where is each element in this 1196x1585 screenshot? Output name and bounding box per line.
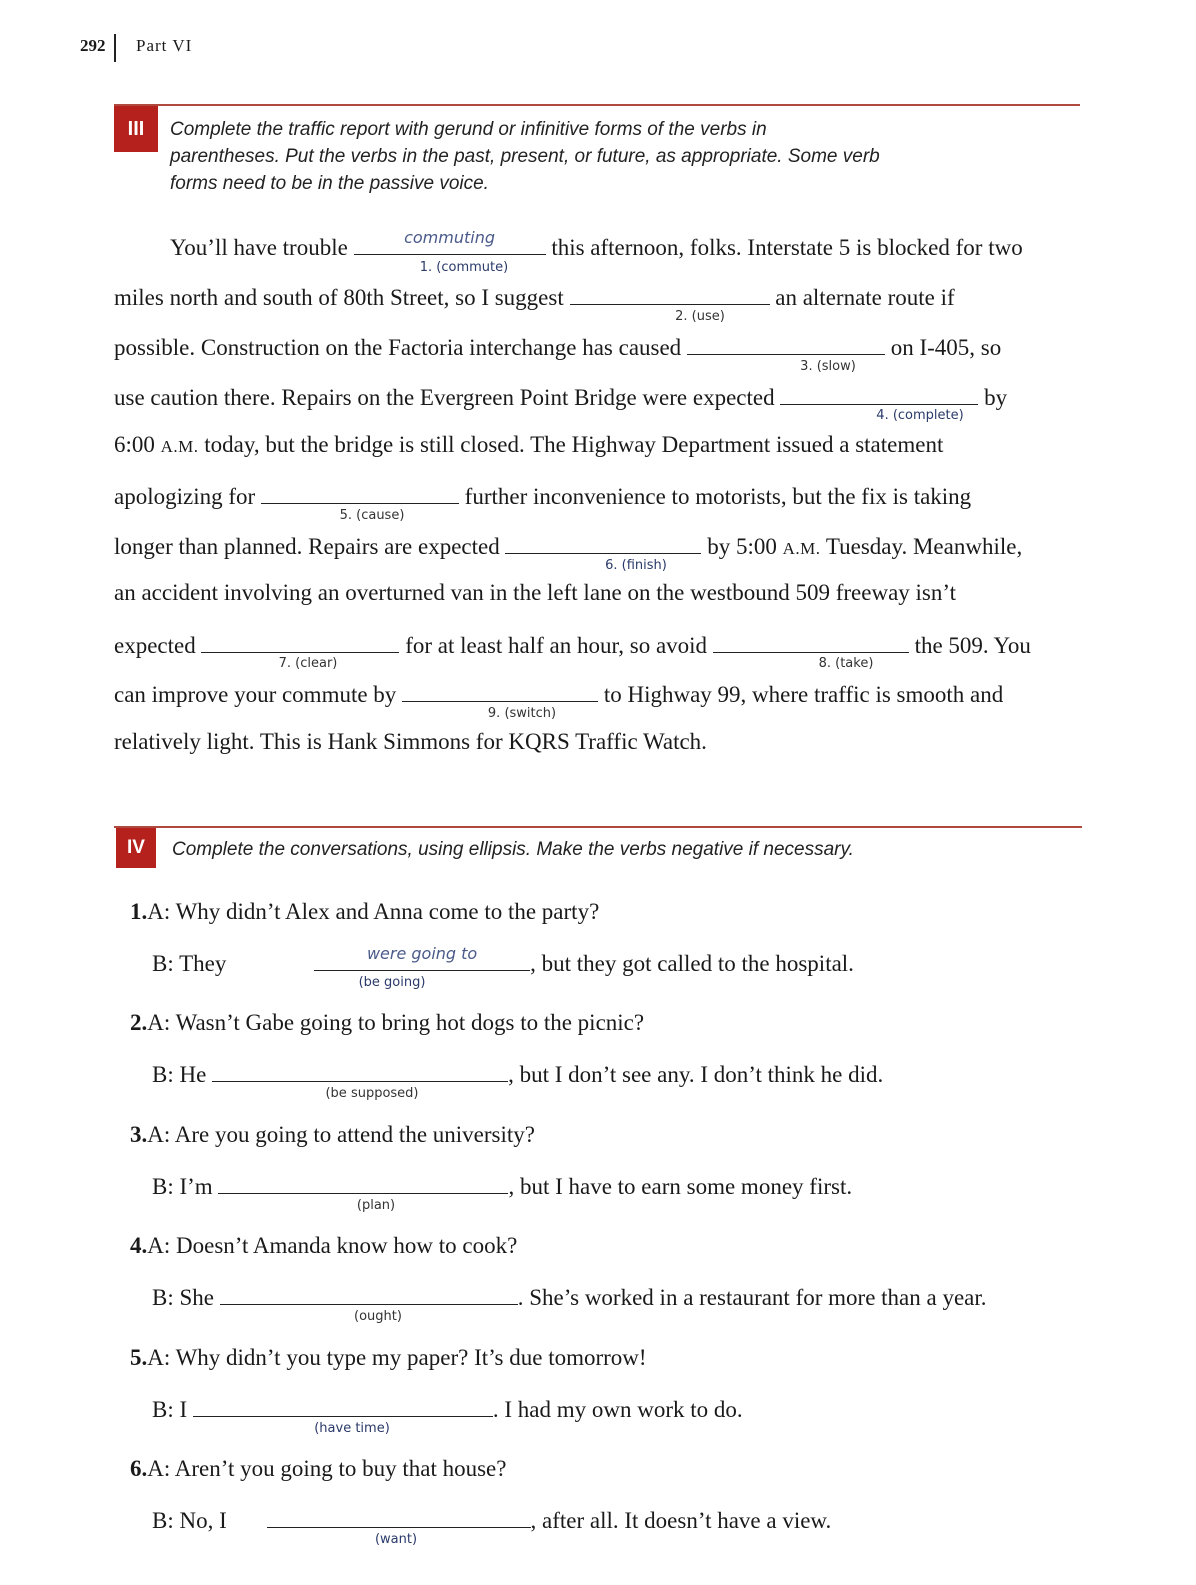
verb-cue: (ought) (354, 1309, 402, 1324)
item-number: 6. (130, 1456, 148, 1481)
verb-cue: 2. (use) (675, 309, 725, 324)
report-line (114, 578, 956, 608)
text: , but I don’t see any. I don’t think he did. (508, 1062, 884, 1087)
report-line (114, 479, 971, 512)
text: an alternate route if (775, 285, 955, 310)
report-line (114, 430, 943, 462)
instruction-line: forms need to be in the passive voice. (170, 173, 489, 194)
verb-cue: 5. (cause) (339, 508, 405, 523)
header-divider (114, 34, 116, 62)
small-caps-text: A.M. (782, 539, 821, 558)
answer-blank[interactable] (354, 230, 546, 255)
instruction-line: Complete the traffic report with gerund or infinitive forms of the verbs in (170, 119, 767, 140)
text: apologizing for (114, 484, 256, 509)
verb-cue: 3. (slow) (800, 359, 856, 374)
text: the 509. You (914, 633, 1031, 658)
text: , but I have to earn some money first. (508, 1174, 853, 1199)
text: to Highway 99, where traffic is smooth and (603, 682, 1004, 707)
verb-cue: 1. (commute) (419, 260, 509, 275)
text: B: She (152, 1285, 214, 1310)
text: A: Aren’t you going to buy that house? (147, 1456, 507, 1481)
report-line (114, 529, 1022, 564)
text: relatively light. This is Hank Simmons for KQRS Traffic Watch. (114, 729, 707, 754)
item-number: 5. (130, 1345, 148, 1370)
text: B: He (152, 1062, 207, 1087)
conversation-a (130, 1343, 647, 1373)
answer-blank[interactable] (505, 529, 701, 554)
text: an accident involving an overturned van in the left lane on the westbound 509 freeway isn’t (114, 580, 957, 605)
report-line (170, 230, 1023, 263)
text: B: I (152, 1397, 188, 1422)
conversation-a (130, 897, 599, 927)
conversation-a (130, 1454, 506, 1484)
conversation-b (152, 1169, 852, 1202)
verb-cue: (plan) (356, 1198, 396, 1213)
instruction-line: parentheses. Put the verbs in the past, present, or future, as appropriate. Some verb (170, 146, 880, 167)
answer-blank[interactable] (314, 946, 530, 971)
text: on I-405, so (890, 335, 1002, 360)
text: further inconvenience to motorists, but the fix is taking (464, 484, 972, 509)
text: for at least half an hour, so avoid (405, 633, 708, 658)
answer-blank[interactable] (220, 1280, 518, 1305)
verb-cue: 8. (take) (818, 656, 874, 671)
section-4-rule (114, 826, 1082, 828)
text: by (984, 385, 1008, 410)
text: by 5:00 (707, 534, 783, 559)
section-4-badge: IV (116, 828, 156, 868)
verb-cue: (be going) (358, 975, 426, 990)
section-3-rule (114, 104, 1080, 106)
conversation-a (130, 1008, 644, 1038)
conversation-b (152, 1503, 831, 1536)
report-line (114, 380, 1007, 413)
text: longer than planned. Repairs are expected (114, 534, 500, 559)
answer-blank[interactable] (261, 479, 459, 504)
item-number: 2. (130, 1010, 148, 1035)
text: expected (114, 633, 196, 658)
answer-blank[interactable] (687, 330, 885, 355)
text: 6:00 (114, 432, 161, 457)
item-number: 4. (130, 1233, 148, 1258)
conversation-a (130, 1231, 517, 1261)
part-label: Part VI (136, 36, 193, 55)
verb-cue: (want) (374, 1532, 418, 1547)
text: . I had my own work to do. (492, 1397, 743, 1422)
text: miles north and south of 80th Street, so I suggest (114, 285, 564, 310)
item-number: 3. (130, 1122, 148, 1147)
text: A: Why didn’t Alex and Anna come to the party? (147, 899, 600, 924)
verb-cue: (have time) (314, 1421, 390, 1436)
text: Tuesday. Meanwhile, (820, 534, 1023, 559)
text: , after all. It doesn’t have a view. (530, 1508, 832, 1533)
item-number: 1. (130, 899, 148, 924)
report-line (114, 677, 1003, 710)
page-number: 292 (80, 36, 106, 55)
report-line (114, 727, 707, 757)
conversation-b (152, 1280, 987, 1313)
text: You’ll have trouble (170, 235, 348, 260)
verb-cue: 9. (switch) (487, 706, 557, 721)
text: B: They (152, 951, 227, 976)
conversation-a (130, 1120, 535, 1150)
text: B: I’m (152, 1174, 213, 1199)
text: B: No, I (152, 1508, 227, 1533)
text: A: Wasn’t Gabe going to bring hot dogs to the picnic? (147, 1010, 645, 1035)
verb-cue: 7. (clear) (278, 656, 338, 671)
answer-blank[interactable] (212, 1057, 508, 1082)
filled-answer: were going to (366, 944, 478, 963)
answer-blank[interactable] (267, 1503, 531, 1528)
conversation-b (152, 1057, 883, 1090)
report-line (114, 280, 955, 313)
answer-blank[interactable] (780, 380, 978, 405)
text: can improve your commute by (114, 682, 397, 707)
small-caps-text: A.M. (160, 437, 199, 456)
section-3-instructions (170, 116, 880, 197)
answer-blank[interactable] (713, 628, 909, 653)
text: A: Are you going to attend the university? (147, 1122, 535, 1147)
report-line (114, 628, 1031, 661)
answer-blank[interactable] (570, 280, 770, 305)
conversation-b (152, 946, 854, 979)
text: use caution there. Repairs on the Evergreen Point Bridge were expected (114, 385, 775, 410)
text: . She’s worked in a restaurant for more than a year. (517, 1285, 987, 1310)
answer-blank[interactable] (193, 1392, 493, 1417)
text: A: Doesn’t Amanda know how to cook? (147, 1233, 518, 1258)
verb-cue: (be supposed) (325, 1086, 419, 1101)
verb-cue: 4. (complete) (876, 408, 964, 423)
section-4-instructions: Complete the conversations, using ellipsis. Make the verbs negative if necessary. (172, 839, 854, 860)
section-3-badge: III (114, 106, 158, 152)
answer-blank[interactable] (218, 1169, 508, 1194)
text: this afternoon, folks. Interstate 5 is blocked for two (551, 235, 1023, 260)
text: , but they got called to the hospital. (530, 951, 854, 976)
text: today, but the bridge is still closed. The Highway Department issued a statement (198, 432, 944, 457)
answer-blank[interactable] (201, 628, 399, 653)
answer-blank[interactable] (402, 677, 598, 702)
text: A: Why didn’t you type my paper? It’s due tomorrow! (147, 1345, 647, 1370)
conversation-b (152, 1392, 743, 1425)
filled-answer: commuting (404, 228, 496, 247)
text: possible. Construction on the Factoria interchange has caused (114, 335, 682, 360)
verb-cue: 6. (finish) (605, 558, 667, 573)
report-line (114, 330, 1001, 363)
